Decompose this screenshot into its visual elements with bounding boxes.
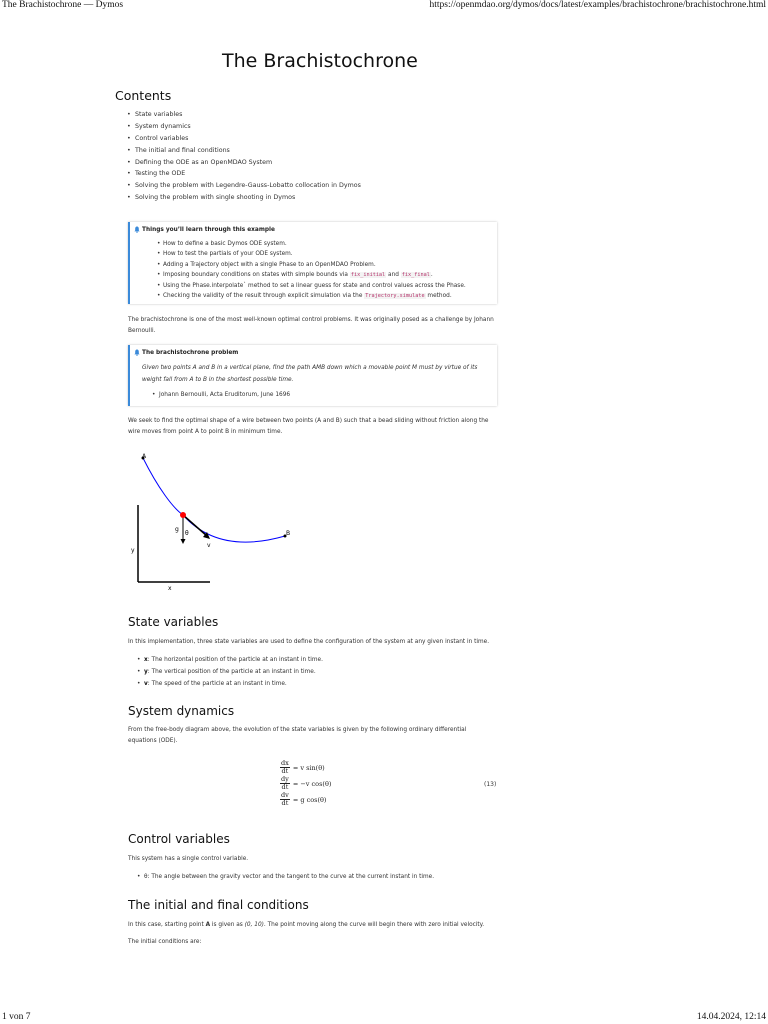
learn-admonition [128,222,497,304]
label-theta: θ [185,530,189,537]
contents-link-system-dynamics[interactable]: • System dynamics [127,121,361,133]
text-span: is given as [210,922,245,928]
bell-icon [134,226,140,233]
var-desc: : The speed of the particle at an instant in time. [147,681,287,687]
state-variables-list [137,654,323,690]
initial-conditions-intro: The initial conditions are: [128,939,202,945]
list-item [137,654,323,666]
var-desc: : The vertical position of the particle at an instant in time. [147,669,316,675]
code-fix-final: fix_final [401,272,430,279]
text-span: . The point moving along the curve will begin there with zero initial velocity. [263,922,485,928]
list-item-text: and [386,272,401,279]
list-item: • How to define a basic Dymos ODE system. [157,239,466,249]
learn-list [157,239,466,301]
seek-paragraph: We seek to find the optimal shape of a wire between two points (A and B) such that a bead sliding without friction along the wire moves from point A to point B in minimum time. [128,418,489,435]
list-item [137,678,323,690]
var-name: y [144,669,148,675]
state-variables-text: In this implementation, three state variables are used to define the configuration of the system at any given instant in time. [128,639,490,645]
eq-rhs: = −v cos(θ) [292,779,332,788]
eq-denominator: dt [281,783,289,791]
label-y: y [131,547,135,554]
list-item: • Using the Phase.interpolate` method to set a linear guess for state and control values across the Phase. [157,281,466,291]
contents-link-state-variables[interactable]: • State variables [127,109,361,121]
learn-admonition-title: Things you’ll learn through this example [142,227,275,233]
eq-denominator: dt [281,767,289,775]
control-variables-heading: Control variables [128,832,230,846]
axes [138,505,210,582]
list-item-text: . [430,272,433,279]
list-item [137,666,323,678]
label-g: g [175,526,179,533]
initial-conditions-text [128,920,496,931]
page-title: The Brachistochrone [222,50,418,72]
label-a: A [142,453,147,460]
list-item [157,270,466,280]
eq-denominator: dt [281,799,289,807]
list-item-text: Imposing boundary conditions on states with simple bounds via [163,272,350,279]
page-counter: 1 von 7 [2,1012,31,1022]
eq-numerator: dy [281,775,289,783]
text-span: In this case, starting point [128,922,206,928]
control-variables-list [137,871,434,883]
contents-link-initial-final-conditions[interactable]: • The initial and final conditions [127,145,361,157]
intro-paragraph: The brachistochrone is one of the most well-known optimal control problems. It was originally posed as a challenge by Johann Bernoulli. [128,317,494,334]
var-name: x [144,657,148,663]
contents-link-defining-ode[interactable]: • Defining the ODE as an OpenMDAO System [127,157,361,169]
list-item: • θ: The angle between the gravity vector and the tangent to the curve at the current instant in time. [137,871,434,883]
initial-final-conditions-heading: The initial and final conditions [128,898,309,912]
attribution-list [152,389,290,401]
equation-row [280,792,326,807]
system-dynamics-text: From the free-body diagram above, the evolution of the state variables is given by the following ordinary differential equations (ODE). [128,727,467,744]
code-trajectory-simulate: Trajectory.simulate [365,292,425,299]
label-b: B [286,530,291,537]
list-item-text: method. [425,292,452,299]
optimal-curve [143,458,285,542]
eq-rhs: = g cos(θ) [292,795,327,804]
point-a-coordinates: (0, 10) [244,922,264,928]
eq-rhs: = v sin(θ) [292,763,325,772]
problem-admonition-title: The brachistochrone problem [142,350,239,356]
equation-row [280,776,331,791]
label-v: v [207,542,211,549]
list-item: • How to test the partials of your ODE system. [157,249,466,259]
browser-page-title: The Brachistochrone — Dymos [2,0,124,10]
contents-link-control-variables[interactable]: • Control variables [127,133,361,145]
page-url: https://openmdao.org/dymos/docs/latest/examples/brachistochrone/brachistochrone.html [429,0,766,10]
list-item-text: Checking the validity of the result through explicit simulation via the [163,292,365,299]
state-variables-heading: State variables [128,615,219,629]
quote-attribution: • Johann Bernoulli, Acta Eruditorum, June 1696 [152,389,290,401]
equation-row [280,760,325,775]
var-name: v [144,681,148,687]
system-dynamics-heading: System dynamics [128,704,235,718]
code-fix-initial: fix_initial [350,272,386,279]
contents-heading: Contents [115,88,172,103]
equation-number: (13) [484,781,497,788]
point-a-label: A [205,922,211,928]
moving-point [180,512,186,518]
list-item [157,291,466,301]
print-timestamp: 14.04.2024, 12:14 [696,1012,766,1022]
bell-icon [134,349,140,356]
contents-link-single-shooting[interactable]: • Solving the problem with single shooting in Dymos [127,192,361,204]
contents-link-testing-ode[interactable]: • Testing the ODE [127,168,361,180]
list-item: • Adding a Trajectory object with a single Phase to an OpenMDAO Problem. [157,260,466,270]
var-desc: : The horizontal position of the particle at an instant in time. [147,657,323,663]
contents-link-lgl-collocation[interactable]: • Solving the problem with Legendre-Gauss-Lobatto collocation in Dymos [127,180,361,192]
bernoulli-quote: Given two points A and B in a vertical plane, find the path AMB down which a movable point M must by virtue of its weight fall from A to B in the shortest possible time. [142,365,478,383]
eq-numerator: dx [281,759,289,767]
label-x: x [168,585,172,592]
contents-list [127,109,361,204]
brachistochrone-diagram [128,448,296,600]
control-variables-text: This system has a single control variable. [128,856,249,862]
eq-numerator: dv [281,791,289,799]
